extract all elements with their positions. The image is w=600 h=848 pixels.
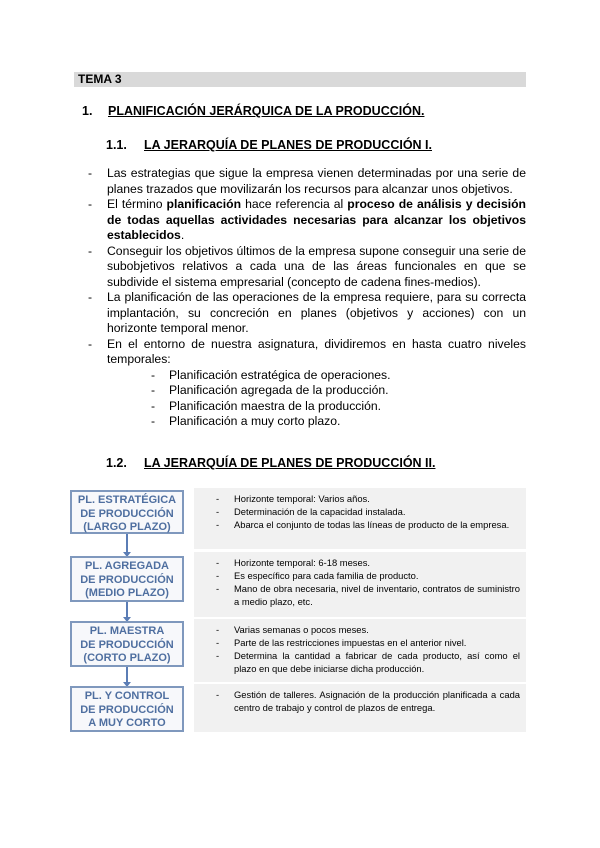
bullet-text: hace referencia al (241, 197, 348, 211)
level-box-aggregate (70, 556, 184, 602)
bullet-text: La planificación de las operaciones de la empresa requiere, para su correcta implantación, su concreción en planes (objetivos y acciones) con un horizonte temporal menor. (107, 290, 526, 335)
section-number: 1. (82, 104, 93, 118)
level-box-master (70, 621, 184, 667)
level-label-line: PL. MAESTRA (89, 625, 165, 637)
bullet-item (82, 244, 526, 291)
level-label-line: DE PRODUCCIÓN (80, 638, 174, 651)
bold-definition: proceso de análisis y decisión de todas aquellas actividades necesarias para alcanzar los objetivos establecidos (107, 197, 526, 242)
sub-bullet-list (107, 368, 526, 430)
level-label-line: PL. AGREGADA (85, 560, 169, 572)
description-item: - Gestión de talleres. Asignación de la producción planificada a cada centro de trabajo y control de plazos de entrega. (194, 688, 520, 714)
level-label-line: PL. Y CONTROL (84, 690, 170, 702)
sub-bullet-item: - Planificación a muy corto plazo. (147, 414, 526, 430)
bullet-text: En el entorno de nuestra asignatura, dividiremos en hasta cuatro niveles temporales: (107, 336, 526, 366)
bullet-text: El término (107, 197, 167, 211)
section-number: 1.2. (106, 456, 127, 470)
level-label-line: PL. ESTRATÉGICA (77, 494, 177, 506)
section-heading-1 (82, 104, 424, 118)
bullet-item (82, 166, 526, 197)
planning-hierarchy-diagram (70, 488, 526, 738)
section-number: 1.1. (106, 138, 127, 152)
bullet-item (82, 290, 526, 337)
down-arrow-icon (126, 534, 128, 553)
level-box-strategic (70, 490, 184, 534)
level-label-line: (LARGO PLAZO) (83, 521, 171, 533)
section-title: PLANIFICACIÓN JERÁRQUICA DE LA PRODUCCIÓN. (108, 104, 425, 118)
level-description-aggregate (194, 552, 526, 617)
section-heading-1-1 (106, 138, 432, 152)
sub-bullet-item: - Planificación maestra de la producción. (147, 399, 526, 415)
description-item: - Abarca el conjunto de todas las líneas de producto de la empresa. (194, 518, 520, 531)
level-label-line: A MUY CORTO (88, 717, 166, 729)
level-description-master (194, 619, 526, 682)
description-item: - Determinación de la capacidad instalada. (194, 505, 520, 518)
down-arrow-icon (126, 602, 128, 618)
level-box-very-short (70, 686, 184, 732)
description-item: - Varias semanas o pocos meses. (194, 623, 520, 636)
description-item: - Mano de obra necesaria, nivel de inventario, contratos de suministro a medio plazo, etc. (194, 582, 520, 608)
level-label-line: DE PRODUCCIÓN (80, 573, 174, 586)
bullet-text: Conseguir los objetivos últimos de la empresa supone conseguir una serie de subobjetivos relativos a cada una de las áreas funcionales en que se subdivide el sistema empresarial (concepto de cadena fines-medios). (107, 243, 526, 289)
bullet-text: . (180, 228, 185, 242)
level-label-line: DE PRODUCCIÓN (80, 507, 174, 520)
level-description-strategic (194, 488, 526, 549)
sub-bullet-item: - Planificación agregada de la producción. (147, 383, 526, 399)
section-title: LA JERARQUÍA DE PLANES DE PRODUCCIÓN II. (144, 456, 436, 470)
description-item: - Horizonte temporal: 6-18 meses. (194, 556, 520, 569)
down-arrow-icon (126, 667, 128, 683)
bold-term: planificación (166, 197, 242, 211)
level-label-line: DE PRODUCCIÓN (80, 703, 174, 716)
sub-bullet-item: - Planificación estratégica de operaciones. (147, 368, 526, 384)
section-title: LA JERARQUÍA DE PLANES DE PRODUCCIÓN I. (144, 138, 432, 152)
bullet-item (82, 337, 526, 430)
level-description-very-short (194, 684, 526, 732)
description-item: - Parte de las restricciones impuestas en el anterior nivel. (194, 636, 520, 649)
bullet-list (82, 166, 526, 430)
bullet-item (82, 197, 526, 244)
description-item: - Horizonte temporal: Varios años. (194, 492, 520, 505)
description-item: - Es específico para cada familia de producto. (194, 569, 520, 582)
bullet-text: Las estrategias que sigue la empresa vienen determinadas por una serie de planes trazados que movilizarán los recursos para alcanzar unos objetivos. (107, 166, 526, 196)
description-item: - Determina la cantidad a fabricar de cada producto, así como el plazo en que debe iniciarse dicha producción. (194, 649, 520, 675)
section-heading-1-2 (106, 456, 435, 470)
level-label-line: (CORTO PLAZO) (83, 652, 171, 664)
tema-header: TEMA 3 (74, 72, 526, 87)
level-label-line: (MEDIO PLAZO) (85, 587, 169, 599)
